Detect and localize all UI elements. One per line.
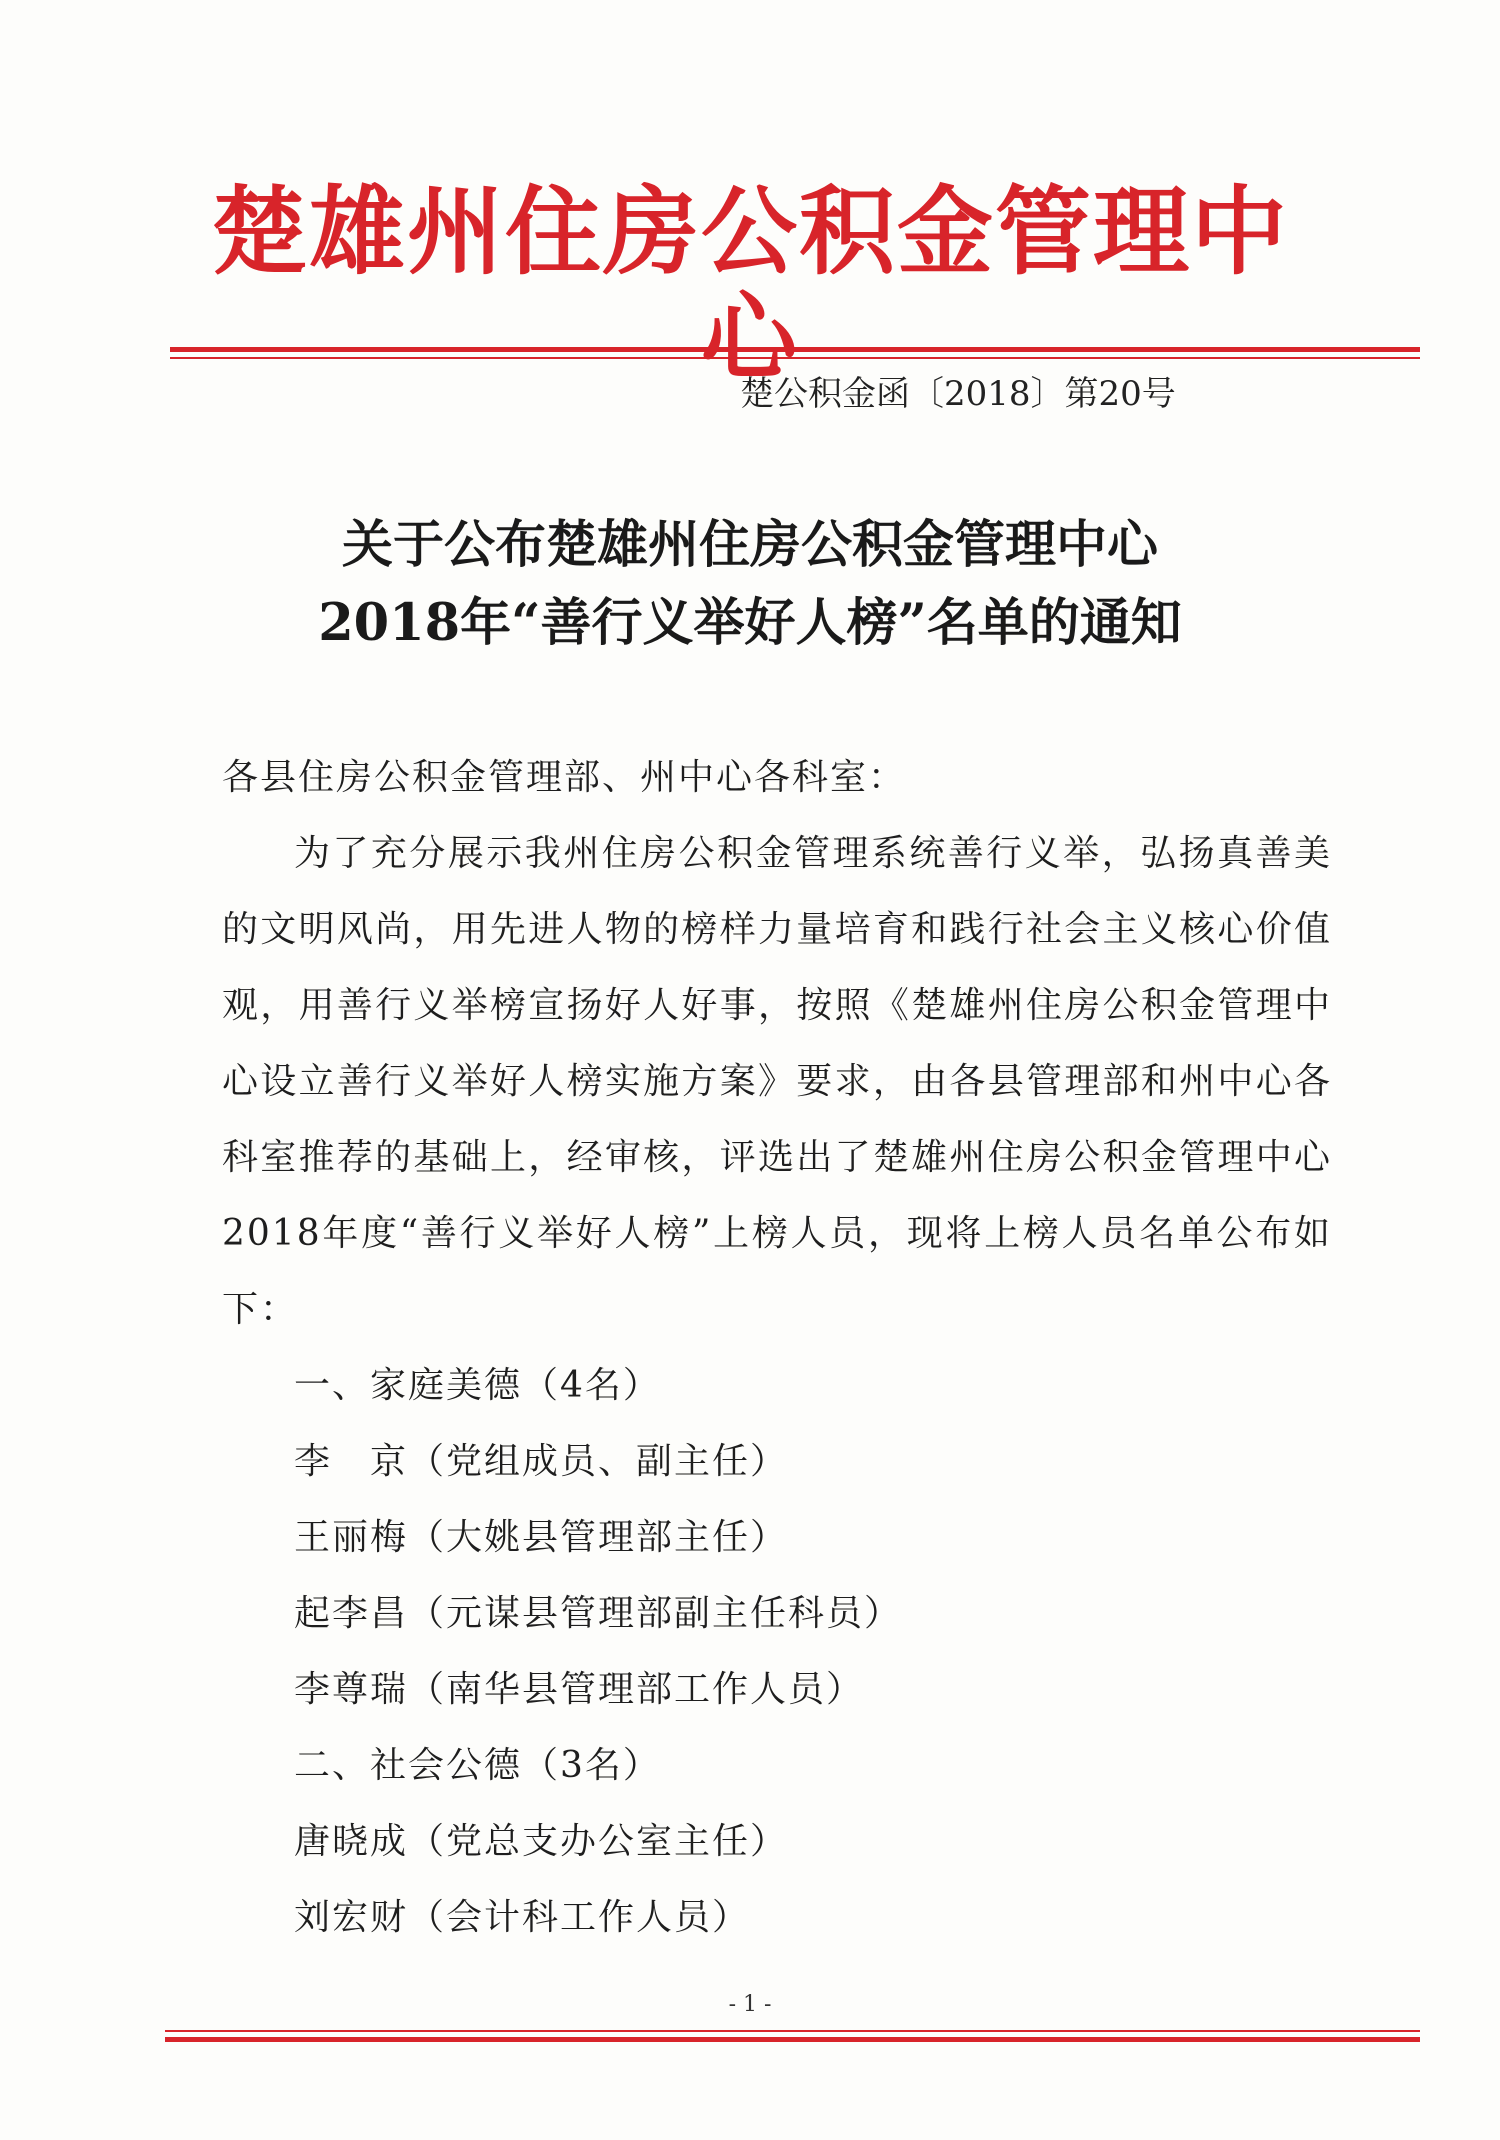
list-item: 李 京（党组成员、副主任） (294, 1441, 789, 1482)
organization-title: 楚雄州住房公积金管理中心 (211, 176, 1289, 394)
footer-rule-thin (165, 2030, 1420, 2032)
list-item: 李尊瑞（南华县管理部工作人员） (294, 1669, 865, 1710)
footer-rule-thick (165, 2037, 1420, 2042)
header-rule-thin (170, 357, 1420, 359)
notice-title-line-2: 2018年“善行义举好人榜”名单的通知 (318, 593, 1182, 653)
body-paragraph: 为了充分展示我州住房公积金管理系统善行义举，弘扬真善美的文明风尚，用先进人物的榜样力量培育和践行社会主义核心价值观，用善行义举榜宣扬好人好事，按照《楚雄州住房公积金管理中心设立善行义举好人榜实施方案》要求，由各县管理部和州中心各科室推荐的基础上，经审核，评选出了楚雄州住房公积金管理中心2018年度“善行义举好人榜”上榜人员，现将上榜人员名单公布如下： (222, 833, 1332, 1330)
page-number: - 1 - (728, 1992, 772, 2017)
honor-list (222, 1348, 1332, 1956)
document-number: 楚公积金函〔2018〕第20号 (740, 374, 1176, 414)
list-item: 起李昌（元谋县管理部副主任科员） (294, 1593, 903, 1634)
header-rule-thick (170, 347, 1420, 352)
section-heading-social-virtue: 二、社会公德（3名） (294, 1745, 661, 1786)
list-item: 唐晓成（党总支办公室主任） (294, 1821, 789, 1862)
list-item: 刘宏财（会计科工作人员） (294, 1897, 751, 1938)
notice-title (170, 506, 1330, 662)
salutation: 各县住房公积金管理部、州中心各科室： (222, 757, 907, 798)
notice-body (222, 740, 1332, 1956)
section-heading-family-virtue: 一、家庭美德（4名） (294, 1365, 661, 1406)
list-item: 王丽梅（大姚县管理部主任） (294, 1517, 789, 1558)
notice-title-line-1: 关于公布楚雄州住房公积金管理中心 (341, 515, 1158, 575)
